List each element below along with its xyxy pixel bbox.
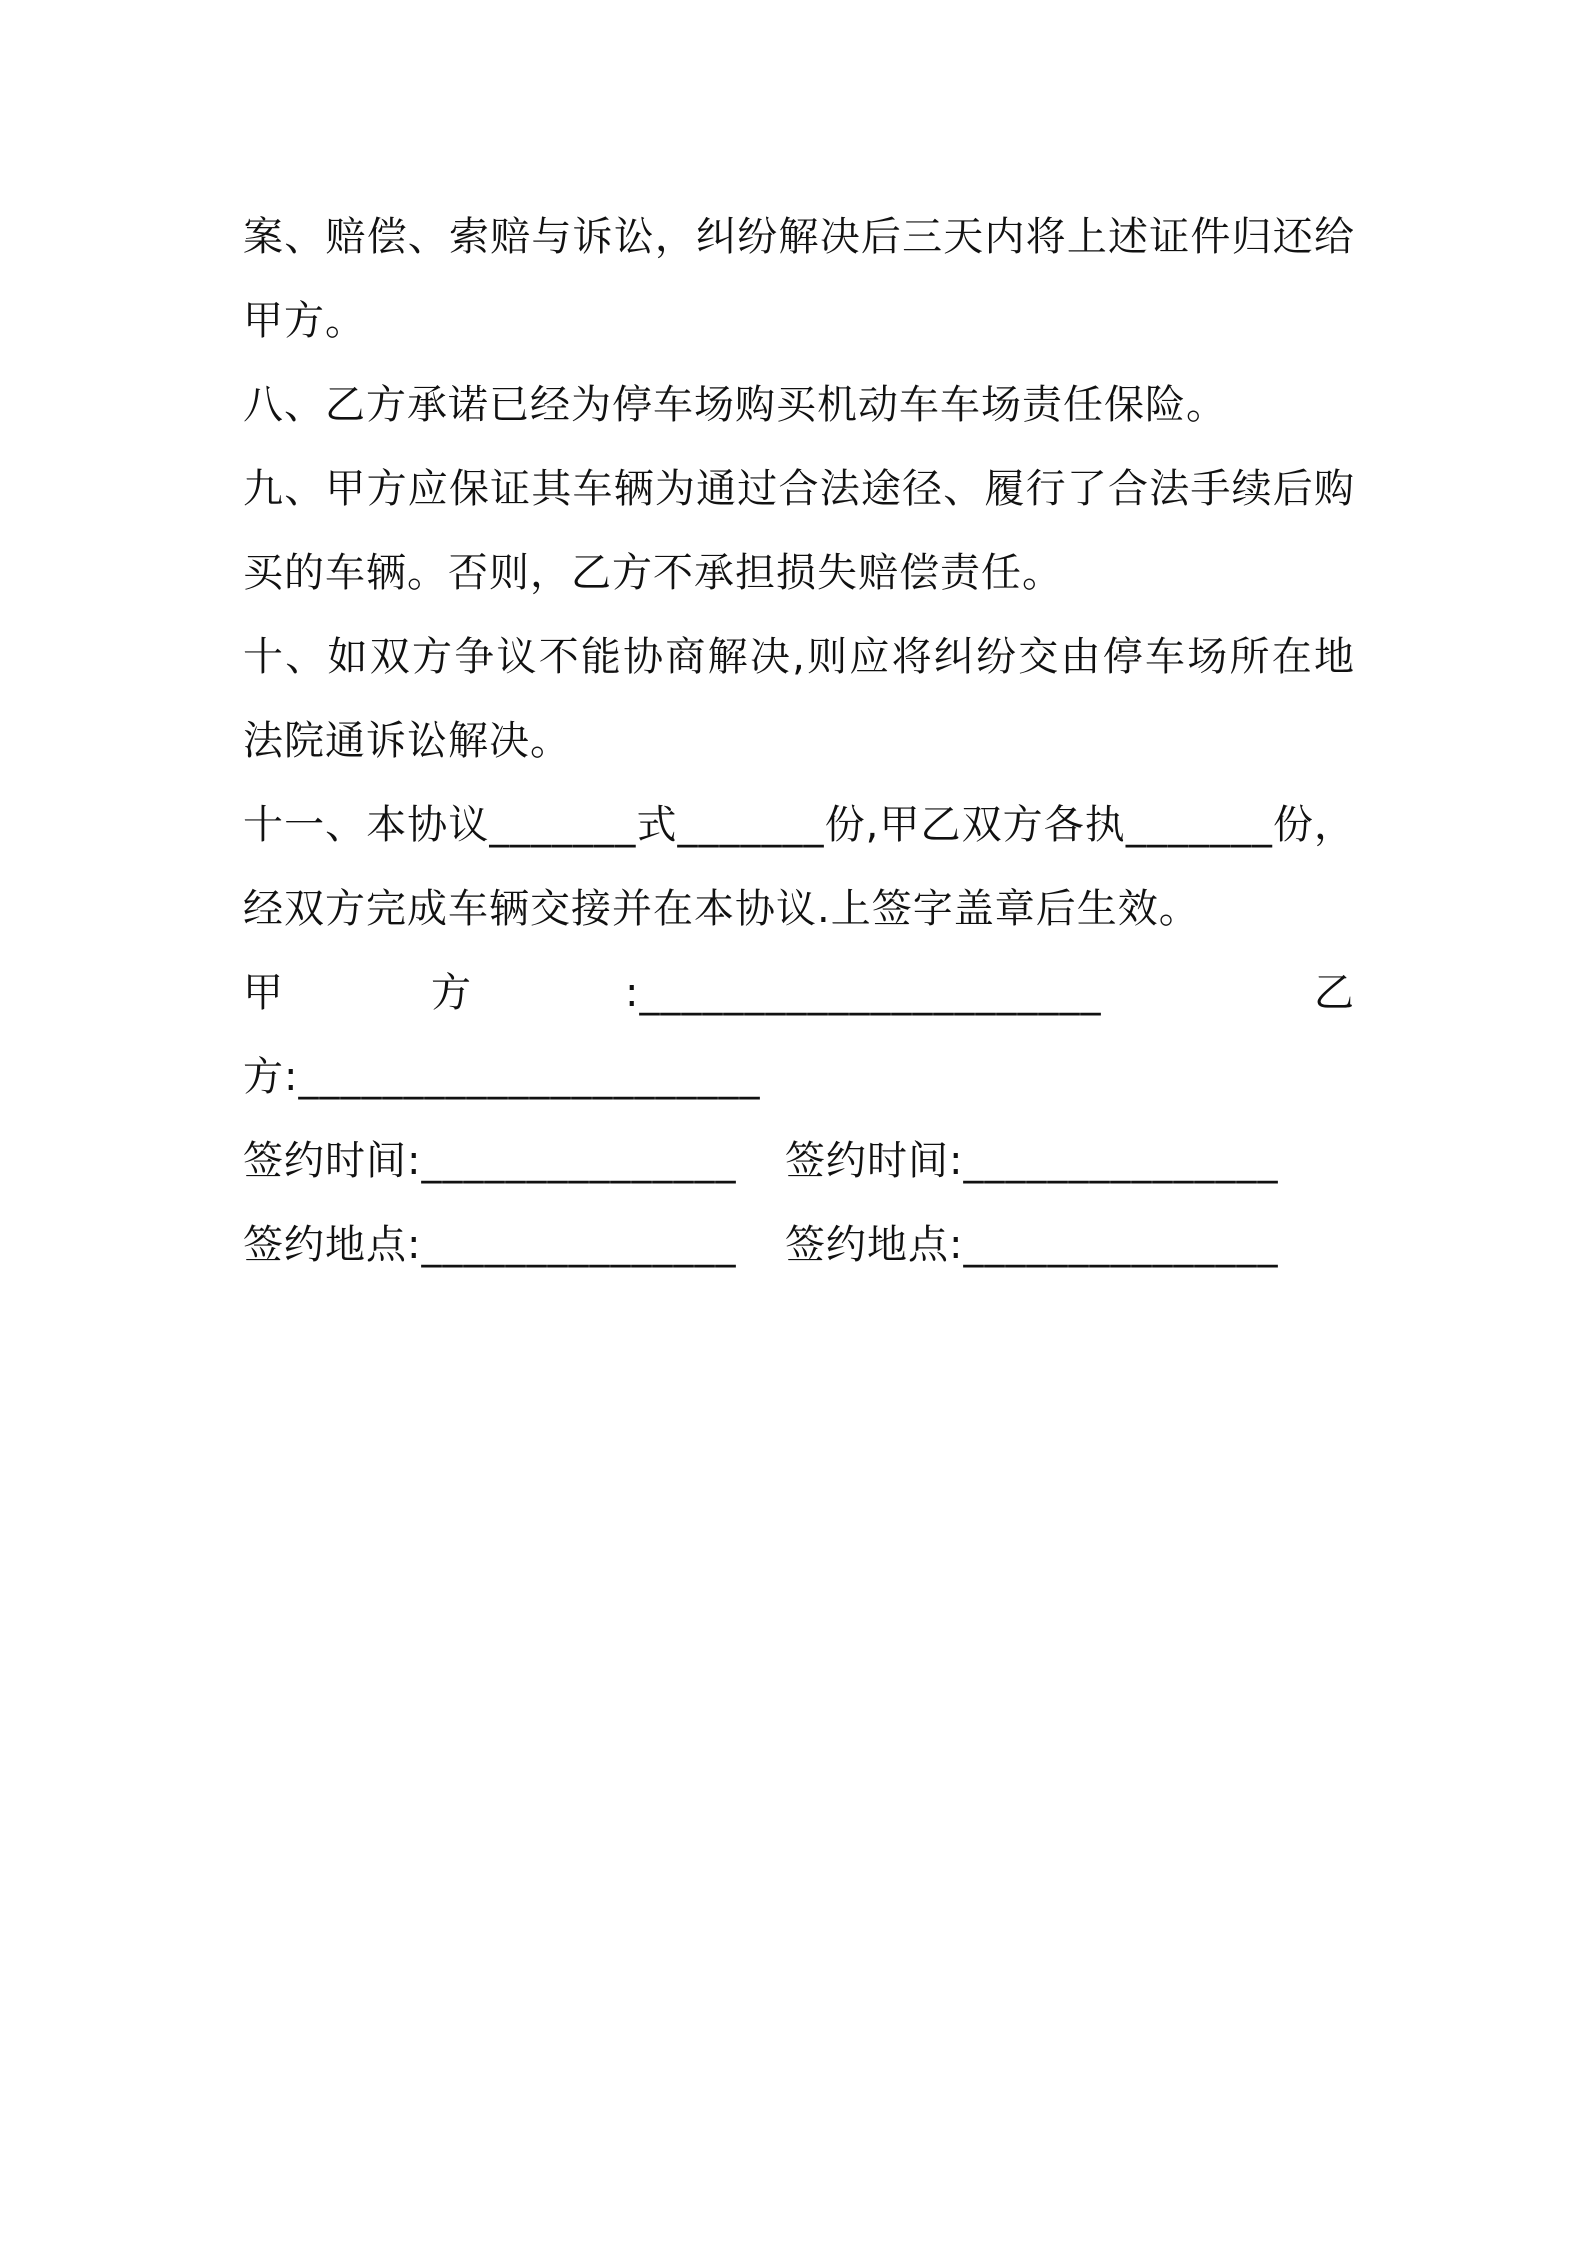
signing-place-left: 签约地点:_______________ <box>243 1222 737 1268</box>
document-body <box>243 195 1355 1287</box>
party-b-label-start: 乙 <box>1314 970 1355 1016</box>
clause-ten: 十、如双方争议不能协商解决,则应将纠纷交由停车场所在地法院通诉讼解决。 <box>243 634 1355 764</box>
party-a-label: 甲方 <box>243 970 619 1016</box>
signing-time-row <box>243 1119 1355 1203</box>
party-signature-row <box>243 951 1355 1035</box>
paragraph-continuation: 案、赔偿、索赔与诉讼，纠纷解决后三天内将上述证件归还给甲方。 <box>243 214 1355 344</box>
clause-eight: 八、乙方承诺已经为停车场购买机动车车场责任保险。 <box>243 382 1227 428</box>
signing-place-row <box>243 1203 1355 1287</box>
party-b-signature-row <box>243 1035 1355 1119</box>
signing-place-right: 签约地点:_______________ <box>785 1222 1279 1268</box>
signing-time-right: 签约时间:_______________ <box>785 1138 1279 1184</box>
party-a-signature-field: :______________________ <box>625 970 1102 1016</box>
clause-nine: 九、甲方应保证其车辆为通过合法途径、履行了合法手续后购买的车辆。否则，乙方不承担损失赔偿责任。 <box>243 466 1355 596</box>
signing-time-left: 签约时间:_______________ <box>243 1138 737 1184</box>
party-b-signature-field: 方:______________________ <box>243 1054 761 1100</box>
clause-eleven: 十一、本协议_______式_______份,甲乙双方各执_______份，经双方完成车辆交接并在本协议.上签字盖章后生效。 <box>243 802 1355 932</box>
